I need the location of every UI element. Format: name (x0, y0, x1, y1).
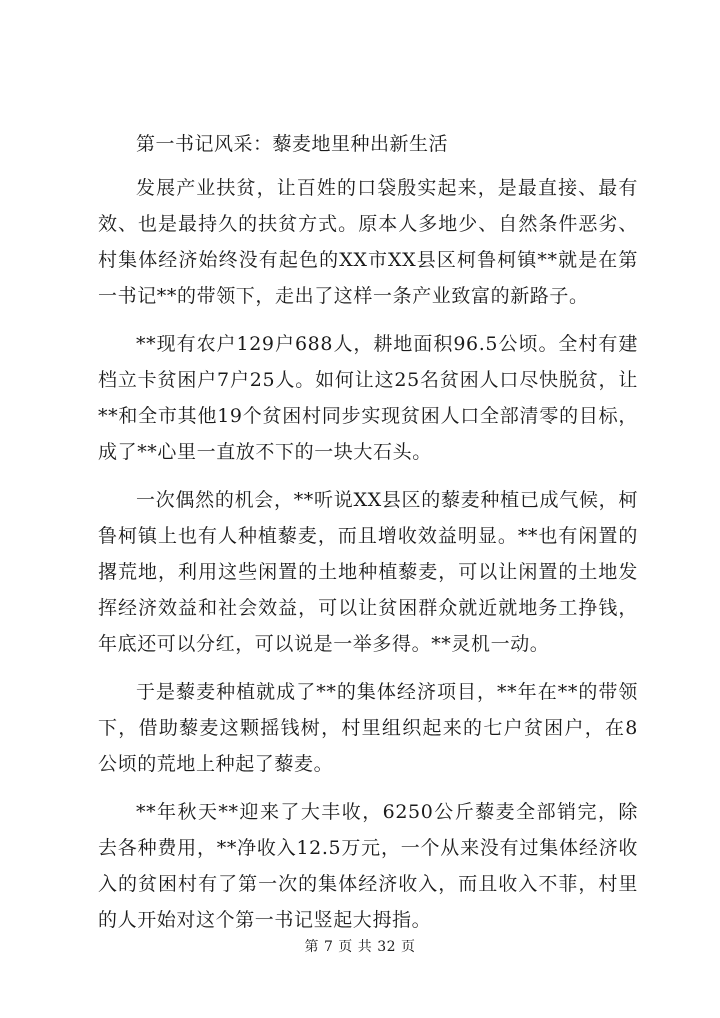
paragraph-1: 发展产业扶贫，让百姓的口袋殷实起来，是最直接、最有效、也是最持久的扶贫方式。原本人多地少、自然条件恶劣、村集体经济始终没有起色的XX市XX县区柯鲁柯镇**就是在第一书记**的带领下，走出了这样一条产业致富的新路子。 (98, 177, 638, 307)
article-title: 第一书记风采：藜麦地里种出新生活 (136, 133, 449, 155)
paragraph-2: **现有农户129户688人，耕地面积96.5公顷。全村有建档立卡贫困户7户25人。如何让这25名贫困人口尽快脱贫，让**和全市其他19个贫困村同步实现贫困人口全部清零的目标，成了**心里一直放不下的一块大石头。 (98, 333, 638, 463)
paragraph-5: **年秋天**迎来了大丰收，6250公斤藜麦全部销完，除去各种费用，**净收入12.5万元，一个从来没有过集体经济收入的贫困村有了第一次的集体经济收入，而且收入不菲，村里的人开始对这个第一书记竖起大拇指。 (98, 801, 638, 931)
paragraph-3: 一次偶然的机会，**听说XX县区的藜麦种植已成气候，柯鲁柯镇上也有人种植藜麦，而且增收效益明显。**也有闲置的撂荒地，利用这些闲置的土地种植藜麦，可以让闲置的土地发挥经济效益和社会效益，可以让贫困群众就近就地务工挣钱，年底还可以分红，可以说是一举多得。**灵机一动。 (98, 489, 638, 655)
paragraph-4: 于是藜麦种植就成了**的集体经济项目，**年在**的带领下，借助藜麦这颗摇钱树，村里组织起来的七户贫困户，在8公顷的荒地上种起了藜麦。 (98, 681, 638, 775)
page-number-footer: 第 7 页 共 32 页 (304, 939, 416, 955)
document-body (98, 132, 638, 950)
